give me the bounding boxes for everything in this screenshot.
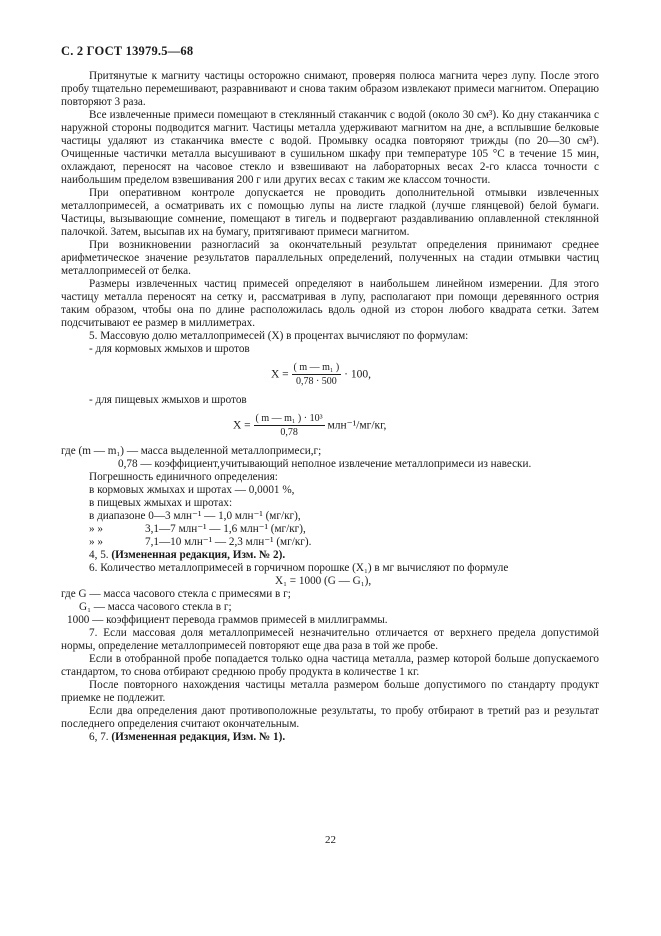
ditto-mark: » » [89, 523, 103, 535]
formula-food-rhs: млн⁻¹/мг/кг, [327, 419, 387, 432]
paragraph-operative-control: При оперативном контроле допускается не проводить дополнительной отмывки извлеченных металлопримесей, а осматривать их с помощью лупы на листе гладкой (лучше глянцевой) белой бумаги. Частицы, вызывающие сомнение, помещают в тигель и подвергают раздавливанию оплавленной стеклянной палочкой. Затем, высыпав их на бумагу, притягивают примеси магнитом. [61, 187, 599, 238]
item-7-paragraph-1: 7. Если массовая доля металлопримесей незначительно отличается от верхнего предела допустимой нормы, определение металлопримесей повторяют еще два раза в той же пробе. [61, 627, 599, 652]
edition-note-6-7 [61, 731, 599, 744]
item-7-paragraph-4: Если два определения дают противоположные результаты, то пробу отбирают в третий раз и результат последнего определения считают окончательным. [61, 705, 599, 730]
coefficient-note: 0,78 — коэффициент,учитывающий неполное извлечение металлопримеси из навески. [118, 458, 532, 470]
formula-mustard: X₁ = 1000 (G — G₁), [275, 575, 372, 587]
formula-feed-denominator: 0,78 · 500 [295, 376, 337, 387]
error-title: Погрешность единичного определения: [89, 471, 278, 483]
where-m: где (m — m₁) — масса выделенной металлопримеси,г; [61, 445, 322, 457]
paragraph-disagreement: При возникновении разногласий за окончательный результат определения принимают среднее арифметическое значение результатов параллельных определений, полученных на стадии отмывки частиц металлопримесей от белка. [61, 239, 599, 277]
ditto-mark: » » [89, 536, 103, 548]
formula-food-denominator: 0,78 [280, 427, 298, 438]
page-number: 22 [325, 834, 336, 846]
error-range-3 [61, 536, 599, 549]
formula-feed-lhs: X = [271, 368, 289, 381]
formula-feed [61, 356, 599, 394]
feed-formula-label: - для кормовых жмыхов и шротов [89, 343, 250, 355]
error-feed: в кормовых жмыхах и шротах — 0,0001 %, [89, 484, 295, 496]
where-g: где G — масса часового стекла с примесями в г; [61, 588, 291, 600]
item-6-intro: 6. Количество металлопримесей в горчичном порошке (X₁) в мг вычисляют по формуле [89, 562, 509, 574]
formula-feed-numerator: ( m — m₁ ) [293, 362, 340, 373]
formula-feed-rhs: · 100, [344, 368, 371, 381]
error-range-2-text: 3,1—7 млн⁻¹ — 1,6 млн⁻¹ (мг/кг), [145, 523, 306, 535]
where-1000: 1000 — коэффициент перевода граммов примесей в миллиграммы. [67, 614, 388, 626]
item-5-intro: 5. Массовую долю металлопримесей (X) в процентах вычисляют по формулам: [89, 330, 469, 342]
formula-food [61, 407, 599, 445]
food-formula-label: - для пищевых жмыхов и шротов [89, 394, 247, 406]
error-range-2 [61, 523, 599, 536]
paragraph-particle-size: Размеры извлеченных частиц примесей определяют в наибольшем линейном измерении. Для этого частицу металла переносят на сетку и, рассматривая в лупу, располагают при помощи деревянного острия таким образом, чтобы она по длине расположилась вдоль одной из сторон любого квадрата сетки. Затем подсчитывают ее размер в миллиметрах. [61, 278, 599, 329]
formula-food-fraction [254, 413, 325, 439]
page-header: С. 2 ГОСТ 13979.5—68 [61, 44, 194, 58]
formula-feed-fraction [292, 362, 342, 388]
edition-note-text: (Измененная редакция, Изм. № 1). [111, 731, 286, 743]
item-7-paragraph-2: Если в отобранной пробе попадается только одна частица металла, размер которой больше допускаемого стандартом, то снова отбирают среднюю пробу продукта в количестве 1 кг. [61, 653, 599, 678]
edition-note-number: 6, 7. [89, 731, 112, 743]
item-7-paragraph-3: После повторного нахождения частицы металла размером больше допустимого по стандарту продукт приемке не подлежит. [61, 679, 599, 704]
paragraph-magnet-removal: Притянутые к магниту частицы осторожно снимают, проверяя полюса магнита через лупу. После этого пробу тщательно перемешивают, разравнивают и снова таким образом извлекают примеси магнитом. Операцию повторяют 3 раза. [61, 70, 599, 108]
formula-food-lhs: X = [233, 419, 251, 432]
paragraph-washing: Все извлеченные примеси помещают в стеклянный стаканчик с водой (около 30 см³). Ко дну стаканчика с наружной стороны подводится магнит. Частицы металла удерживают магнитом на дне, а всплывшие белковые частицы удаляют из стаканчика вместе с водой. Промывку осадка повторяют трижды (по 20—30 см³). Очищенные частички металла высушивают в сушильном шкафу при температуре 105 °С в течение 15 мин, охлаждают, переносят на часовое стекло и взвешивают на лабораторных весах 2-го класса точности с наибольшим пределом взвешивания 200 г или других весах с таким же классом точности. [61, 109, 599, 186]
error-range-3-text: 7,1—10 млн⁻¹ — 2,3 млн⁻¹ (мг/кг). [145, 536, 312, 548]
document-body [61, 70, 599, 744]
edition-note-text: (Измененная редакция, Изм. № 2). [111, 549, 286, 561]
error-food: в пищевых жмыхах и шротах: [89, 497, 233, 509]
where-g1: G₁ — масса часового стекла в г; [79, 601, 232, 613]
edition-note-4-5 [61, 549, 599, 562]
formula-food-numerator: ( m — m₁ ) · 10³ [255, 413, 323, 424]
edition-note-number: 4, 5. [89, 549, 112, 561]
error-range-1: в диапазоне 0—3 млн⁻¹ — 1,0 млн⁻¹ (мг/кг), [89, 510, 301, 522]
